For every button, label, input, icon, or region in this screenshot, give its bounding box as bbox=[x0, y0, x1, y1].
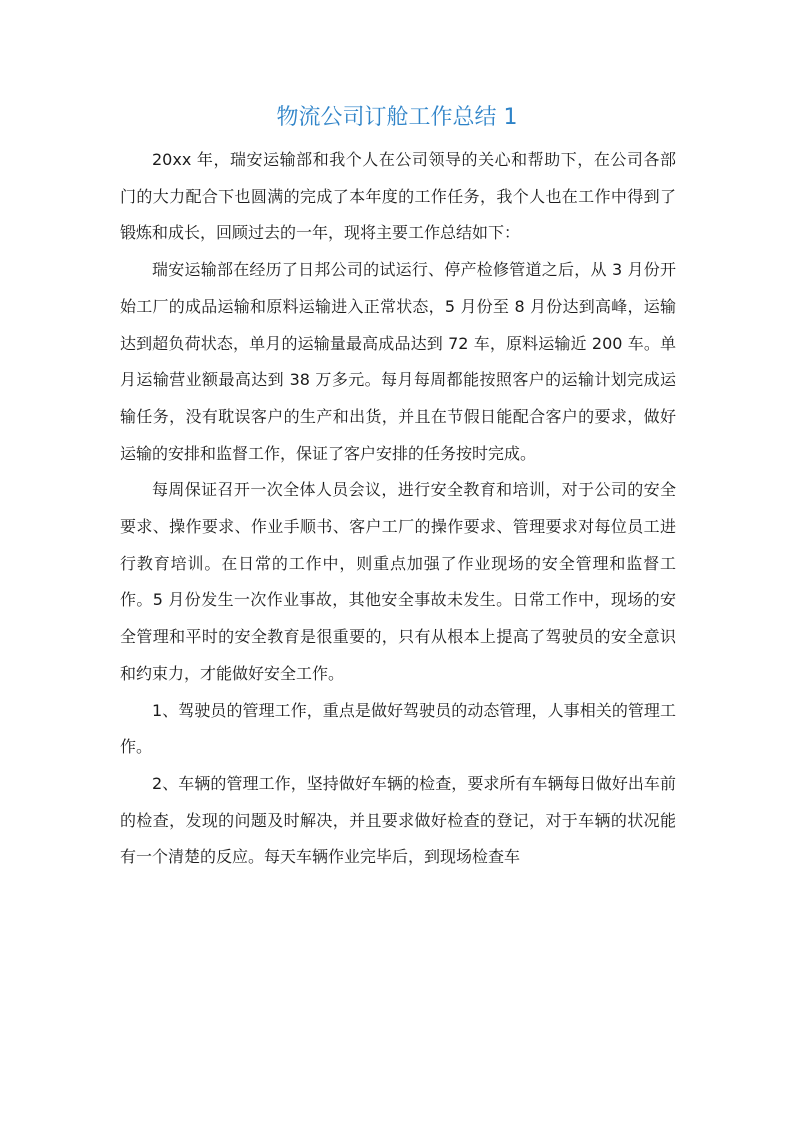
paragraph-safety: 每周保证召开一次全体人员会议，进行安全教育和培训，对于公司的安全要求、操作要求、作业手顺书、客户工厂的操作要求、管理要求对每位员工进行教育培训。在日常的工作中，则重点加强了作业现场的安全管理和监督工作。5 月份发生一次作业事故，其他安全事故未发生。日常工作中，现场的安全管理和平时的安全教育是很重要的，只有从根本上提高了驾驶员的安全意识和约束力，才能做好安全工作。 bbox=[120, 480, 676, 683]
paragraph-operations: 瑞安运输部在经历了日邦公司的试运行、停产检修管道之后，从 3 月份开始工厂的成品运输和原料运输进入正常状态，5 月份至 8 月份达到高峰，运输达到超负荷状态，单月的运输量最高成品达到 72 车，原料运输近 200 车。单月运输营业额最高达到 38 万多元。每月每周都能按照客户的运输计划完成运输任务，没有耽误客户的生产和出货，并且在节假日能配合客户的要求，做好运输的安排和监督工作，保证了客户安排的任务按时完成。 bbox=[120, 260, 676, 463]
document-body bbox=[120, 142, 676, 876]
paragraph-driver-management: 1、驾驶员的管理工作，重点是做好驾驶员的动态管理，人事相关的管理工作。 bbox=[120, 700, 676, 757]
paragraph-intro: 20xx 年，瑞安运输部和我个人在公司领导的关心和帮助下，在公司各部门的大力配合下也圆满的完成了本年度的工作任务，我个人也在工作中得到了锻炼和成长，回顾过去的一年，现将主要工作总结如下： bbox=[120, 150, 676, 243]
paragraph-vehicle-management: 2、车辆的管理工作，坚持做好车辆的检查，要求所有车辆每日做好出车前的检查，发现的问题及时解决，并且要求做好检查的登记，对于车辆的状况能有一个清楚的反应。每天车辆作业完毕后，到现场检查车 bbox=[120, 773, 676, 867]
document-title: 物流公司订舱工作总结 1 bbox=[276, 105, 518, 130]
